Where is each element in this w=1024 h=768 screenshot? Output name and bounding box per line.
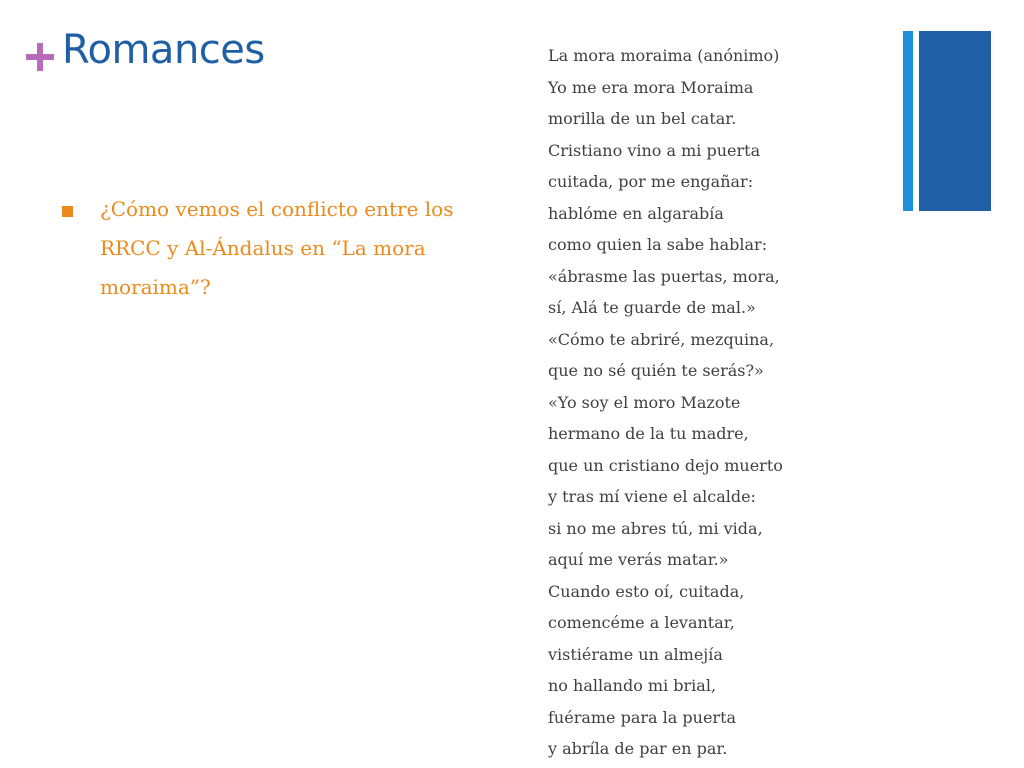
poem-line: como quien la sabe hablar: — [548, 235, 768, 254]
square-bullet-icon — [62, 206, 73, 217]
decorative-bar-thick — [919, 31, 991, 211]
poem-line: si no me abres tú, mi vida, — [548, 518, 763, 538]
plus-icon — [26, 43, 54, 71]
poem-line: aquí me verás matar.» — [548, 550, 729, 569]
poem-line: comencéme a levantar, — [548, 613, 735, 632]
poem-line: Cristiano vino a mi puerta — [548, 140, 761, 160]
plus-icon-vertical — [37, 43, 43, 71]
bullet-text: ¿Cómo vemos el conflicto entre los RRCC y Al-Ándalus en “La mora moraima”? — [100, 197, 454, 299]
poem-line: «ábrasme las puertas, mora, — [548, 266, 780, 286]
slide-title: Romances — [62, 27, 265, 73]
poem-line: y tras mí viene el alcalde: — [548, 487, 756, 506]
poem-line: y abríla de par en par. — [548, 739, 728, 758]
poem — [548, 40, 868, 765]
poem-line: morilla de un bel catar. — [548, 109, 737, 128]
decorative-bar-thin — [903, 31, 913, 211]
poem-line: Yo me era mora Moraima — [548, 77, 754, 97]
poem-line: hablóme en algarabía — [548, 203, 724, 223]
poem-title: La mora moraima (anónimo) — [548, 46, 780, 65]
poem-line: fuérame para la puerta — [548, 707, 737, 727]
poem-line: «Yo soy el moro Mazote — [548, 392, 741, 412]
poem-line: no hallando mi brial, — [548, 676, 717, 695]
poem-line: Cuando esto oí, cuitada, — [548, 581, 745, 601]
poem-line: cuitada, por me engañar: — [548, 172, 754, 191]
poem-line: vistiérame un almejía — [548, 644, 723, 664]
poem-line: sí, Alá te guarde de mal.» — [548, 298, 756, 317]
poem-lines — [548, 72, 868, 765]
bullet-item — [62, 190, 502, 307]
poem-line: «Cómo te abriré, mezquina, — [548, 329, 775, 349]
poem-line: que no sé quién te serás?» — [548, 361, 764, 380]
poem-line: hermano de la tu madre, — [548, 424, 749, 443]
poem-line: que un cristiano dejo muerto — [548, 455, 783, 475]
